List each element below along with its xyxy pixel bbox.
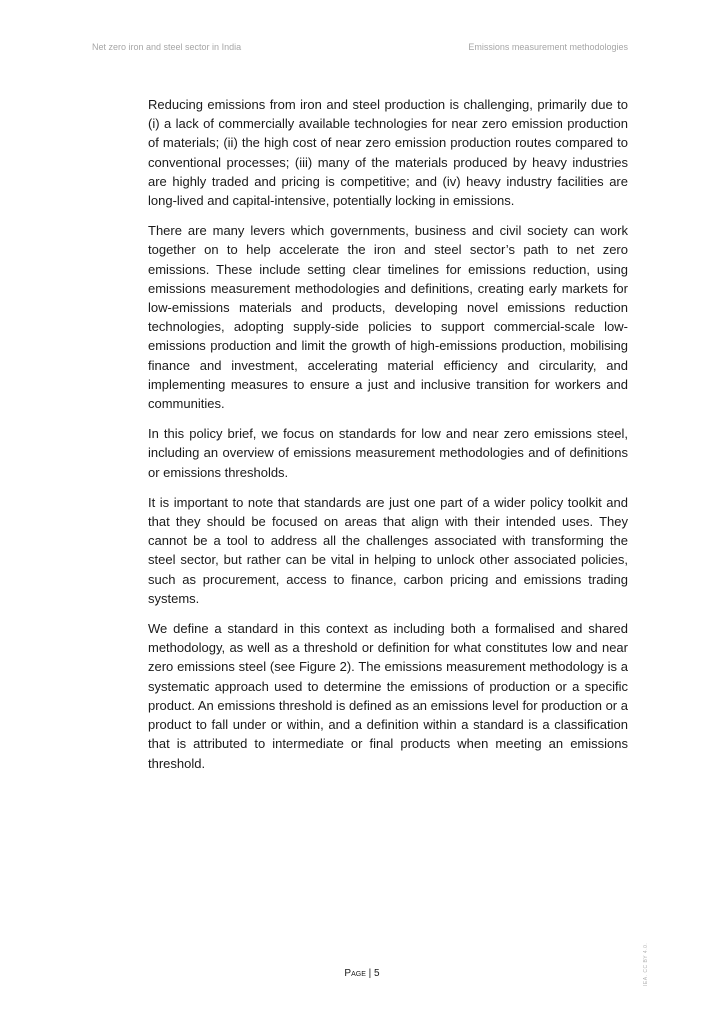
page-label: Page [344,968,366,979]
paragraph-5: We define a standard in this context as including both a formalised and shared methodology, as well as a threshold or definition for what constitutes low and near zero emissions steel (see Figure 2). The emissions measurement methodology is a systematic approach used to determine the emissions of production or a specific product. An emissions threshold is defined as an emissions level for production or a product to fall under or within, and a definition within a standard is a classification that is attributed to intermediate or final products when meeting an emissions threshold. [148,621,628,771]
body-text [148,95,628,784]
running-header [92,42,628,52]
paragraph-3: In this policy brief, we focus on standards for low and near zero emissions steel, including an overview of emissions measurement methodologies and of definitions or emissions thresholds. [148,426,628,480]
license-note: IEA. CC BY 4.0. [643,942,649,986]
paragraph-2: There are many levers which governments, business and civil society can work together on to help accelerate the iron and steel sector’s path to net zero emissions. These include setting clear timelines for emissions reduction, using emissions measurement methodologies and definitions, creating early markets for low-emissions materials and products, developing novel emissions reduction technologies, adopting supply-side policies to support commercial-scale low-emissions production and limit the growth of high-emissions production, mobilising finance and investment, accelerating material efficiency and circularity, and implementing measures to ensure a just and inclusive transition for workers and communities. [148,223,628,412]
page-footer [0,968,724,979]
paragraph-1: Reducing emissions from iron and steel production is challenging, primarily due to (i) a lack of commercially available technologies for near zero emission production of materials; (ii) the high cost of near zero emission production routes compared to conventional processes; (iii) many of the materials produced by heavy industries are highly traded and pricing is competitive; and (iv) heavy industry facilities are long-lived and capital-intensive, potentially locking in emissions. [148,97,628,209]
page-separator: | [368,968,372,979]
header-document-title: Net zero iron and steel sector in India [92,42,242,52]
page-number: 5 [374,968,380,979]
paragraph-4: It is important to note that standards are just one part of a wider policy toolkit and that they should be focused on areas that align with their intended uses. They cannot be a tool to address all the challenges associated with transforming the steel sector, but rather can be vital in helping to unlock other associated policies, such as procurement, access to finance, carbon pricing and emissions trading systems. [148,494,628,606]
header-section-title: Emissions measurement methodologies [468,42,628,52]
